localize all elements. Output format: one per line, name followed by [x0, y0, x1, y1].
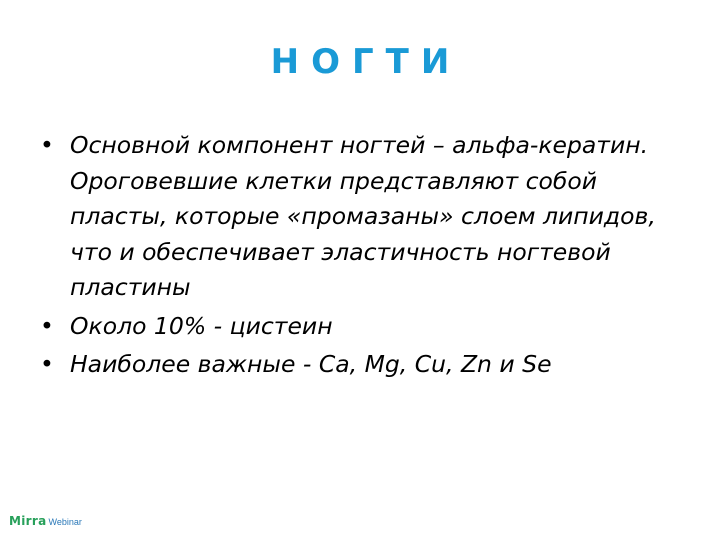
- bullet-icon: •: [40, 350, 54, 378]
- bullet-item: [36, 347, 676, 383]
- logo-brand: Mirra: [9, 514, 47, 528]
- bullet-icon: •: [40, 311, 54, 340]
- bullet-item: [36, 309, 676, 345]
- slide-title: НОГТИ: [270, 42, 462, 82]
- bullet-text: Основной компонент ногтей – альфа-кератин. Ороговевшие клетки представляют собой пласты, которые «промазаны» слоем липидов, что и обеспечивает эластичность ногтевой пластины: [70, 131, 656, 301]
- bullet-icon: •: [40, 131, 54, 159]
- bullet-list: [36, 128, 676, 386]
- bullet-text: Наиболее важные - Ca, Mg, Cu, Zn и Se: [70, 350, 552, 378]
- bullet-text: Около 10% - цистеин: [70, 311, 333, 340]
- logo-subtitle: Webinar: [48, 517, 82, 527]
- mirra-webinar-logo: [9, 514, 82, 528]
- bullet-item: [36, 128, 676, 306]
